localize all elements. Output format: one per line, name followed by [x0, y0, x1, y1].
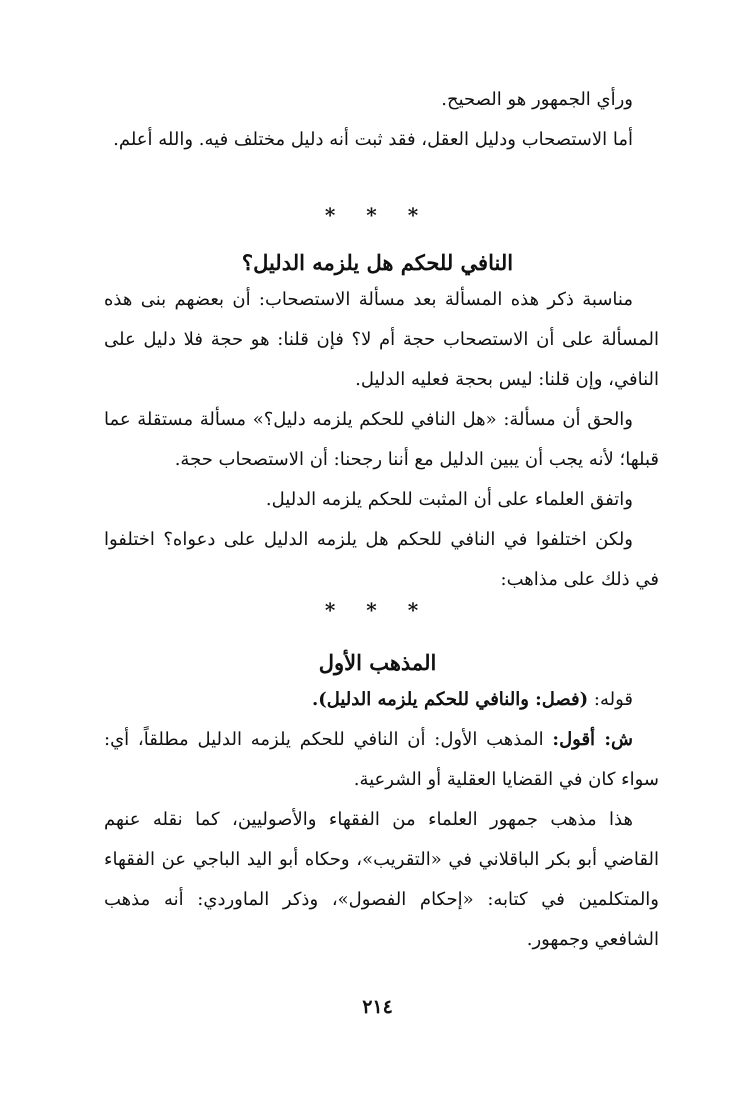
section-separator: * * *	[324, 203, 431, 227]
section-separator: * * *	[324, 598, 431, 622]
paragraph-majority-opinion: ورأي الجمهور هو الصحيح.	[441, 89, 633, 110]
subsection-heading: المذهب الأول	[318, 650, 437, 675]
paragraph-agreement: واتفق العلماء على أن المثبت للحكم يلزمه الدليل.	[265, 489, 633, 510]
paragraph-commentary	[104, 720, 659, 800]
commentary-text: المذهب الأول: أن النافي للحكم يلزمه الدليل مطلقاً، أي: سواء كان في القضايا العقلية أو الشرعية.	[104, 729, 659, 790]
paragraph-disagreement: ولكن اختلفوا في النافي للحكم هل يلزمه الدليل على دعواه؟ اختلفوا في ذلك على مذاهب:	[104, 529, 659, 590]
page-number: ٢١٤	[362, 996, 393, 1018]
doctrine-block	[104, 680, 659, 960]
paragraph-relevance: مناسبة ذكر هذه المسألة بعد مسألة الاستصحاب: أن بعضهم بنى هذه المسألة على أن الاستصحاب حجة أم لا؟ فإن قلنا: هو حجة فلا دليل على النافي، وإن قلنا: ليس بحجة فعليه الدليل.	[104, 289, 659, 390]
quote-intro: قوله:	[588, 689, 633, 710]
paragraph-majority-doctrine: هذا مذهب جمهور العلماء من الفقهاء والأصوليين، كما نقله عنهم القاضي أبو بكر الباقلاني في «التقريب»، وحكاه أبو اليد الباجي عن الفقهاء والمتكلمين في كتابه: «إحكام الفصول»، وذكر الماوردي: أنه مذهب الشافعي وجمهور.	[104, 809, 659, 950]
section-heading: النافي للحكم هل يلزمه الدليل؟	[241, 250, 514, 275]
opening-block	[104, 80, 659, 160]
commentary-lead: ش: أقول:	[552, 729, 633, 750]
body-block	[104, 280, 659, 600]
quoted-text: (فصل: والنافي للحكم يلزمه الدليل).	[311, 689, 589, 710]
paragraph-quote	[104, 680, 659, 720]
paragraph-truth: والحق أن مسألة: «هل النافي للحكم يلزمه دليل؟» مسألة مستقلة عما قبلها؛ لأنه يجب أن يبين الدليل مع أننا رجحنا: أن الاستصحاب حجة.	[104, 409, 659, 470]
paragraph-istishab: أما الاستصحاب ودليل العقل، فقد ثبت أنه دليل مختلف فيه. والله أعلم.	[113, 129, 633, 150]
